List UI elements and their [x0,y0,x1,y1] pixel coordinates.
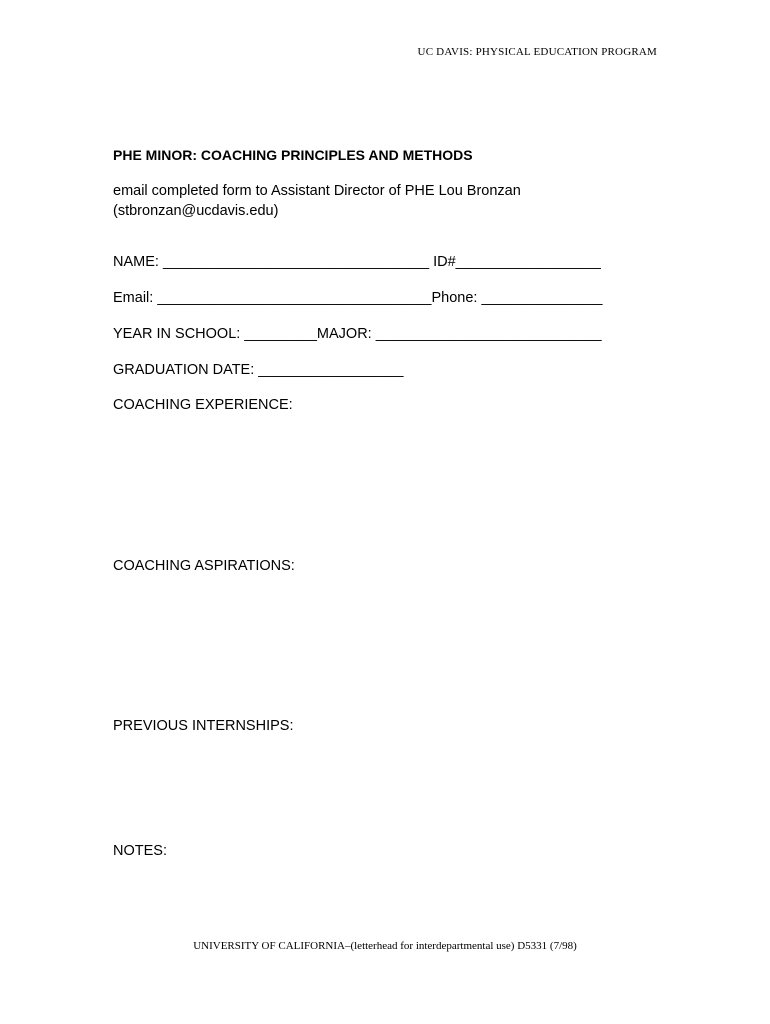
email-phone-field-row: Email: __________________________________Phone: _______________ [113,290,603,306]
form-instructions [113,181,653,221]
year-major-field-row: YEAR IN SCHOOL: _________MAJOR: ____________________________ [113,326,602,342]
form-title: PHE MINOR: COACHING PRINCIPLES AND METHODS [113,147,473,163]
instructions-email: (stbronzan@ucdavis.edu) [113,203,279,219]
instructions-line-1: email completed form to Assistant Director of PHE Lou Bronzan [113,183,521,199]
coaching-experience-label: COACHING EXPERIENCE: [113,397,293,413]
page-footer: UNIVERSITY OF CALIFORNIA–(letterhead for interdepartmental use) D5331 (7/98) [193,940,577,952]
page-header: UC DAVIS: PHYSICAL EDUCATION PROGRAM [417,46,657,58]
graduation-date-field-row: GRADUATION DATE: __________________ [113,362,404,378]
name-id-field-row: NAME: _________________________________ ID#__________________ [113,254,601,270]
coaching-aspirations-label: COACHING ASPIRATIONS: [113,558,295,574]
notes-label: NOTES: [113,843,167,859]
previous-internships-label: PREVIOUS INTERNSHIPS: [113,718,294,734]
